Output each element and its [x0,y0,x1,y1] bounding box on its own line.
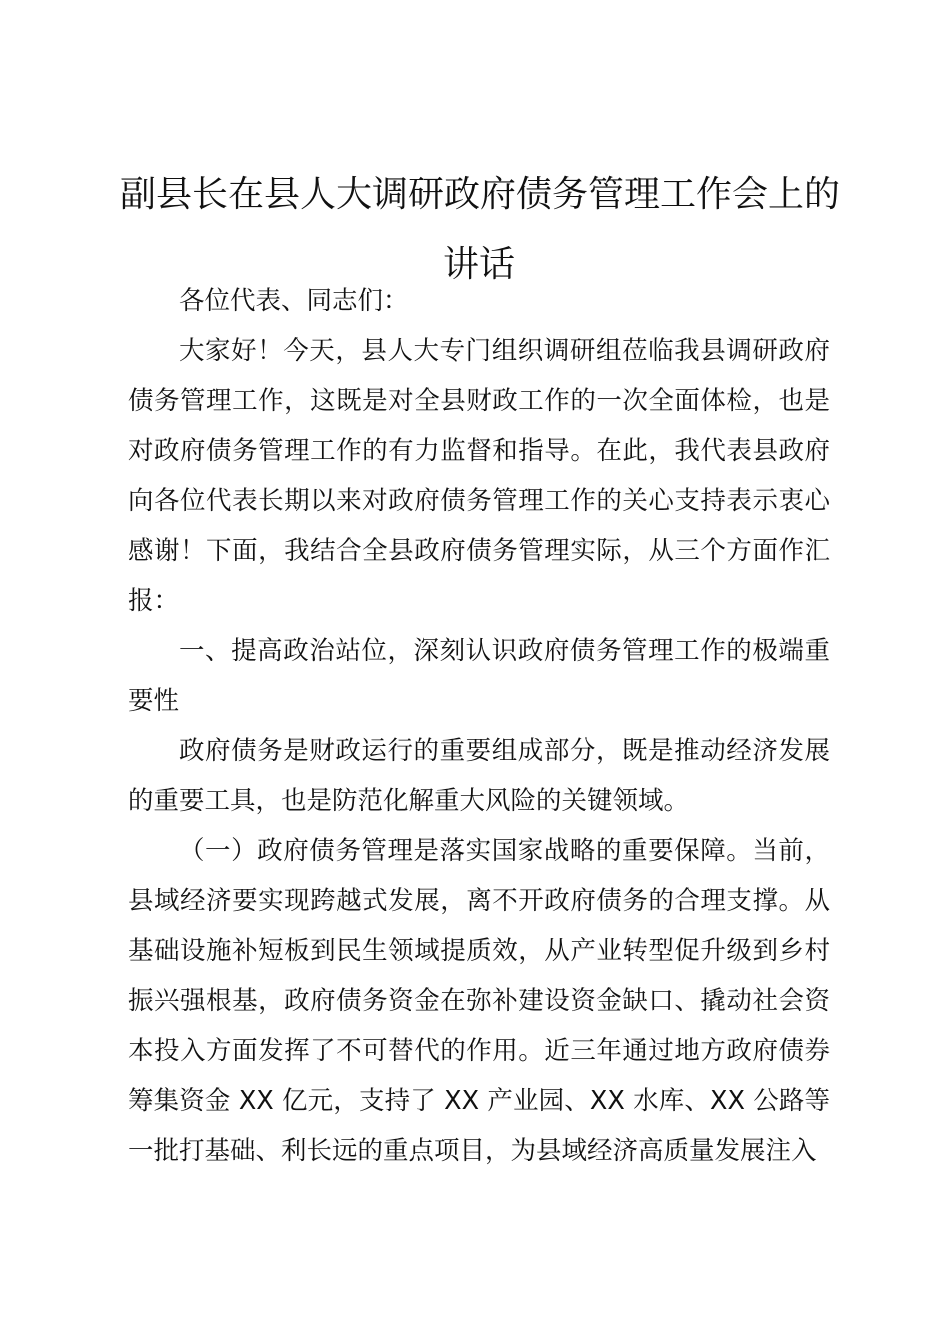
text-line: 一批打基础、利长远的重点项目，为县域经济高质量发展注入 [128,1136,817,1166]
text-line: 县域经济要实现跨越式发展，离不开政府债务的合理支撑。从 [128,886,830,916]
text-line: 感谢！下面，我结合全县政府债务管理实际，从三个方面作汇 [128,536,830,566]
text-line: 振兴强根基，政府债务资金在弥补建设资金缺口、撬动社会资 [128,986,830,1016]
title-line: 讲话 [442,244,515,285]
text-line: 基础设施补短板到民生领域提质效，从产业转型促升级到乡村 [128,936,830,966]
text-line: 大家好！今天，县人大专门组织调研组莅临我县调研政府 [179,336,830,366]
document-body [128,276,830,1176]
text-line: 报： [128,586,180,616]
text-line: （一）政府债务管理是落实国家战略的重要保障。当前， [179,836,830,866]
paragraph [128,626,830,726]
title-line: 副县长在县人大调研政府债务管理工作会上的 [120,174,841,215]
text-line: 本投入方面发挥了不可替代的作用。近三年通过地方政府债券 [128,1036,830,1066]
paragraph [128,726,830,826]
paragraph [128,326,830,626]
text-line: 债务管理工作，这既是对全县财政工作的一次全面体检，也是 [128,386,830,416]
text-line: 的重要工具，也是防范化解重大风险的关键领域。 [128,786,690,816]
text-line: 要性 [128,686,180,716]
text-line: 各位代表、同志们： [179,286,409,316]
paragraph [128,276,830,326]
text-line: 向各位代表长期以来对政府债务管理工作的关心支持表示衷心 [128,486,830,516]
text-line: 筹集资金 XX 亿元，支持了 XX 产业园、XX 水库、XX 公路等 [128,1086,830,1116]
text-line: 一、提高政治站位，深刻认识政府债务管理工作的极端重 [179,636,830,666]
paragraph [128,826,830,1176]
text-line: 对政府债务管理工作的有力监督和指导。在此，我代表县政府 [128,436,830,466]
text-line: 政府债务是财政运行的重要组成部分，既是推动经济发展 [179,736,830,766]
